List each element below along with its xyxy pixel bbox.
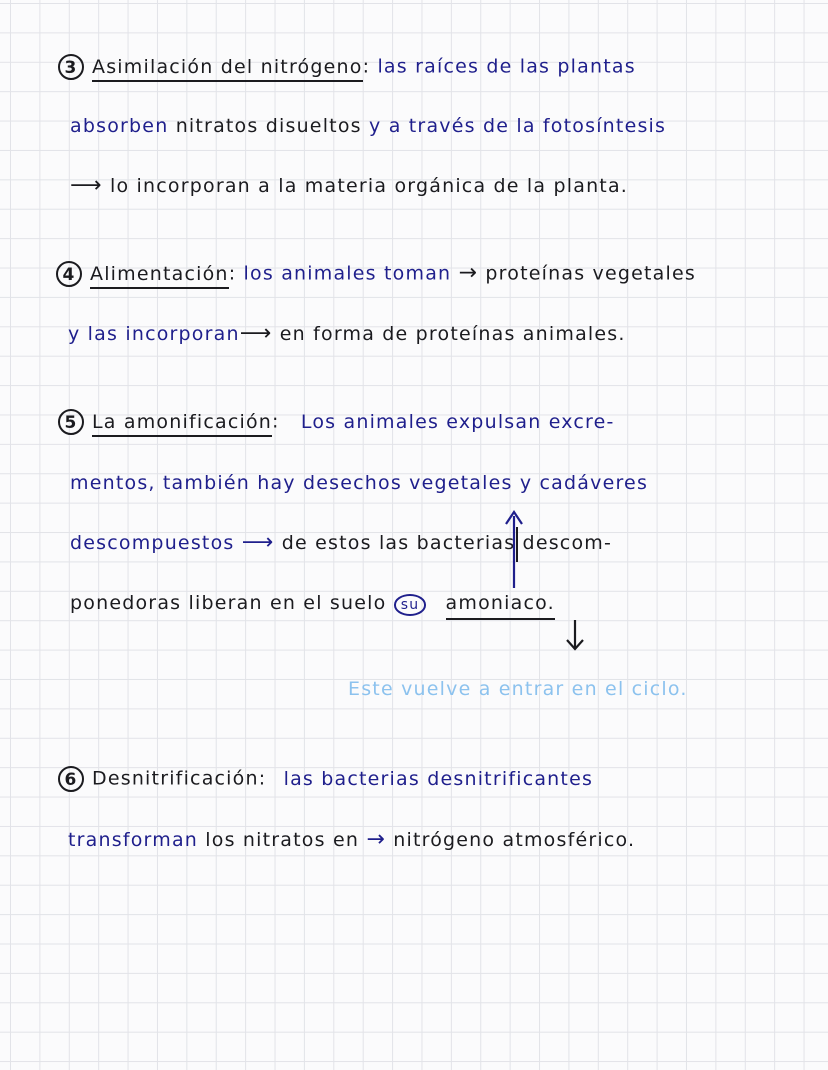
arrow-icon: ⟶ — [239, 321, 273, 346]
section-5-line-1 — [58, 409, 615, 435]
section-3-text-2c: y — [369, 115, 382, 137]
section-5-text-3a: descompuestos — [70, 532, 235, 554]
section-3-colon: : — [362, 55, 371, 78]
section-3-heading: Asimilación del nitrógeno — [92, 56, 363, 82]
section-5-note — [348, 677, 688, 701]
section-3-text-3: lo incorporan a la materia orgánica de la planta. — [110, 175, 629, 197]
section-6-colon: : — [258, 767, 267, 790]
step-number-6: 6 — [58, 766, 84, 792]
section-4-colon: : — [228, 262, 237, 285]
section-5-text-1: Los animales expulsan excre- — [300, 410, 615, 433]
section-4-text-2a: y las incorporan — [68, 323, 240, 345]
step-number-5: 5 — [58, 409, 84, 435]
section-5-text-3b: de estos las bacterias descom- — [281, 532, 613, 554]
step-number-4: 4 — [56, 261, 82, 287]
su-up-arrowhead-icon — [506, 512, 522, 524]
down-arrow-icon — [567, 640, 583, 649]
arrow-icon: ⟶ — [241, 530, 275, 555]
section-6-heading: Desnitrificación — [92, 767, 259, 790]
su-circle: su — [394, 594, 427, 616]
section-6-line-2 — [68, 828, 635, 852]
section-4-line-1 — [56, 261, 696, 287]
amoniaco-label: amoniaco. — [446, 592, 555, 620]
section-3-text-2d: a través de la fotosíntesis — [388, 115, 667, 137]
arrow-icon: ⟶ — [70, 173, 103, 198]
section-4-text-2b: en forma de proteínas animales. — [279, 323, 626, 345]
step-number-3: 3 — [58, 54, 84, 80]
section-5-colon: : — [272, 410, 280, 433]
section-5-line-3 — [70, 531, 612, 555]
section-5-text-4: ponedoras liberan en el suelo — [70, 592, 387, 614]
section-5-text-2: mentos, también hay desechos vegetales y cadáveres — [70, 472, 649, 494]
section-4-heading: Alimentación — [90, 263, 229, 289]
section-3-text-1: las raíces de las plantas — [377, 55, 636, 78]
section-3-line-3 — [70, 174, 628, 198]
arrow-icon: → — [458, 260, 479, 286]
section-3-line-2 — [70, 114, 666, 138]
section-3-line-1 — [58, 54, 636, 80]
section-6-text-2a: transforman — [68, 829, 199, 851]
section-5-heading: La amonificación — [92, 411, 272, 437]
section-5-note-text: Este vuelve a entrar en el ciclo. — [348, 678, 688, 700]
section-6-text-1: las bacterias desnitrificantes — [283, 767, 594, 790]
section-4-text-1a: los animales toman — [243, 262, 452, 285]
section-3-text-2b: nitratos disueltos — [175, 115, 362, 137]
section-6-text-2c: nitrógeno atmosférico. — [393, 829, 636, 851]
section-4-text-1b: proteínas vegetales — [485, 262, 696, 285]
section-3-text-2a: absorben — [70, 115, 169, 137]
section-4-line-2 — [68, 322, 626, 346]
section-5-line-4 — [70, 591, 555, 616]
section-6-text-2b: los nitratos en — [205, 829, 360, 851]
section-6-line-1 — [58, 766, 593, 792]
section-5-line-2 — [70, 471, 648, 495]
arrow-icon: → — [366, 827, 386, 852]
